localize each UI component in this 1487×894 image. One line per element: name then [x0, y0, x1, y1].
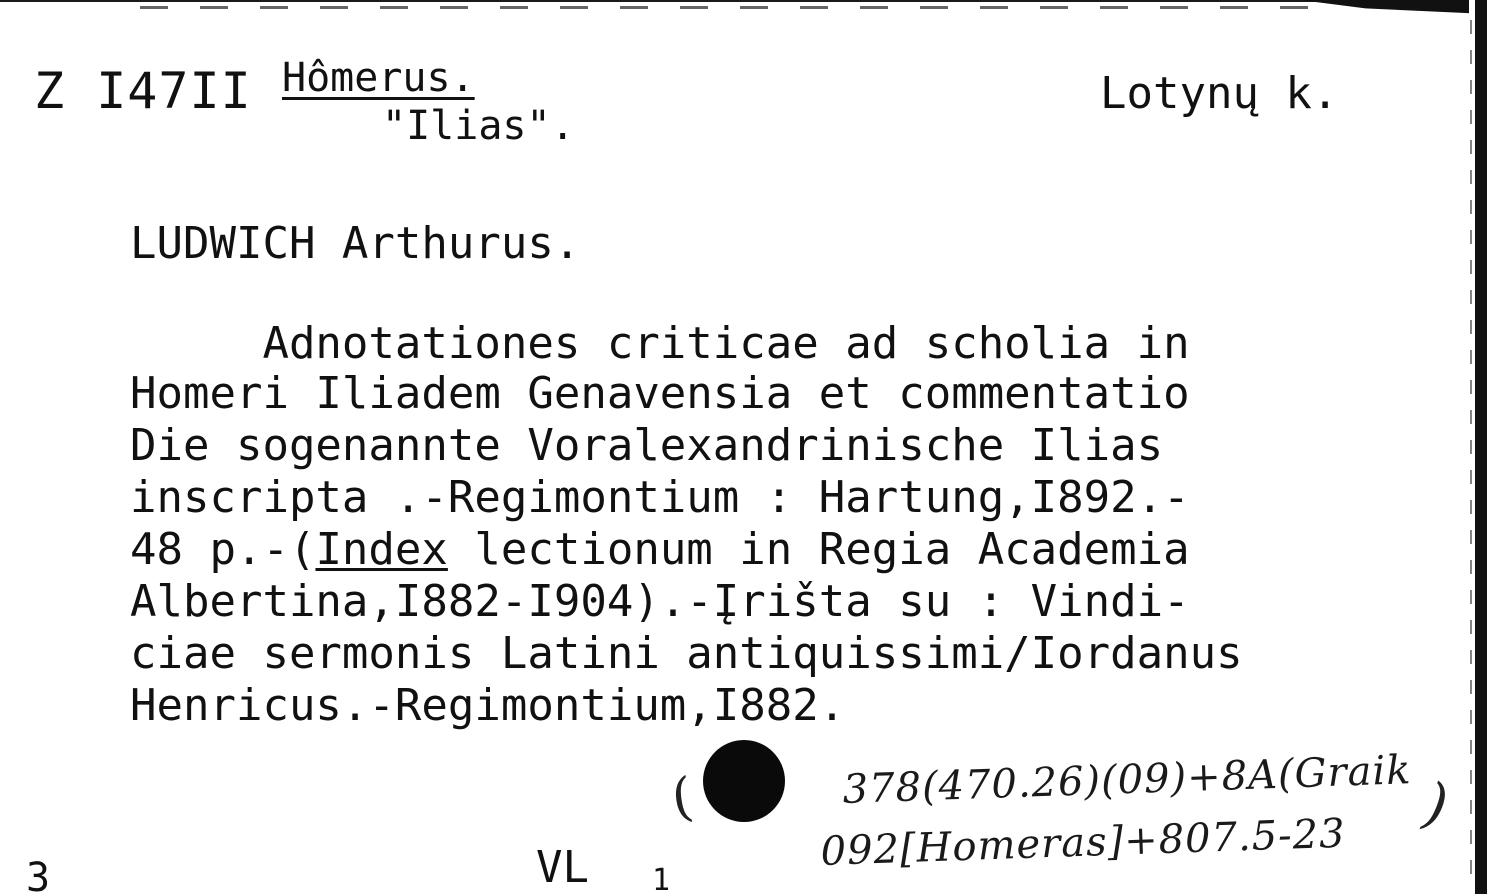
body-line-1: Adnotationes criticae ad scholia in [130, 318, 1190, 369]
card-right-noise [1470, 20, 1472, 880]
handwritten-paren-right: ) [1419, 770, 1453, 839]
call-number: Z I47II [34, 62, 252, 120]
body-line-2: Homeri Iliadem Genavensia et commentatio [130, 368, 1190, 419]
corner-number: 3 [26, 855, 51, 894]
heading-title: "Ilias". [382, 103, 575, 149]
body-line-5 [130, 524, 1190, 575]
language-note: Lotynų k. [1100, 68, 1339, 119]
small-mark: 1 [652, 863, 671, 894]
stamp-vl: VL [536, 842, 589, 893]
body-line-5-end: lectionum in Regia Academia [447, 524, 1190, 575]
handwritten-paren-left: ( [667, 766, 697, 830]
body-line-8: Henricus.-Regimontium,I882. [130, 680, 846, 731]
card-top-noise [140, 6, 1340, 9]
series-index-word: Index [315, 524, 448, 575]
body-line-7: ciae sermonis Latini antiquissimi/Iordanus [130, 628, 1243, 679]
author-entry: LUDWICH Arthurus. [130, 218, 581, 269]
handwritten-classification-1: 378(470.26)(09)+8A(Graik [841, 747, 1413, 813]
heading-author: Hômerus. [282, 55, 475, 101]
body-line-3: Die sogenannte Voralexandrinische Ilias [130, 420, 1164, 471]
handwritten-classification-2: 092[Homeras]+807.5-23 [819, 810, 1347, 875]
body-line-5-start: 48 p.-( [130, 524, 316, 575]
punched-hole [703, 740, 785, 822]
body-line-4: inscripta .-Regimontium : Hartung,I892.- [130, 472, 1190, 523]
body-line-6: Albertina,I882-I904).-Įrišta su : Vindi- [130, 576, 1190, 627]
